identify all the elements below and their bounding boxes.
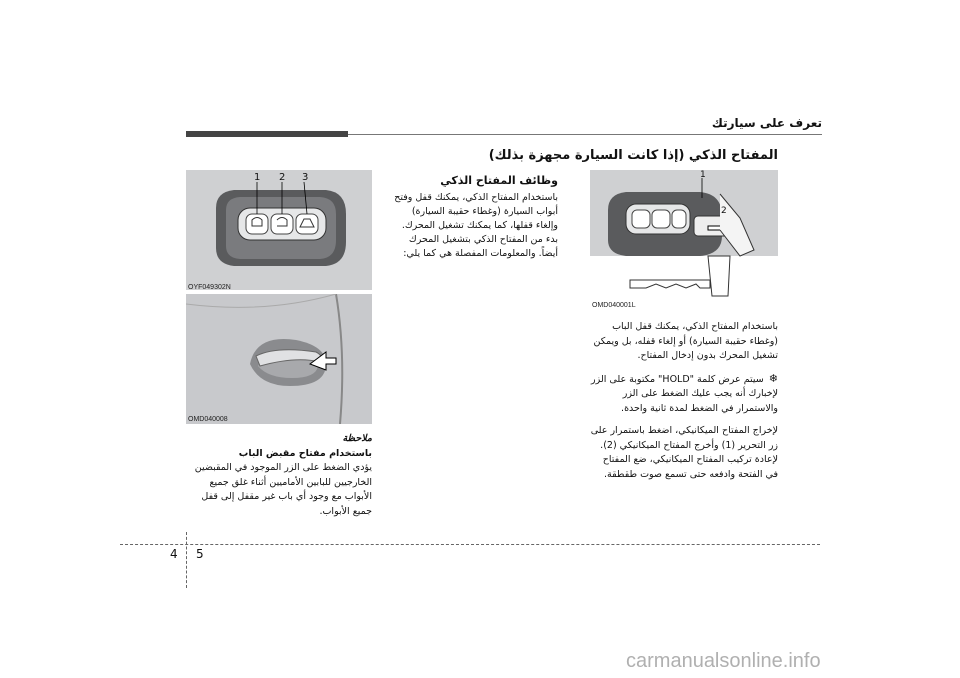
functions-body: باستخدام المفتاح الذكي، يمكنك قفل وفتح أبواب السيارة (وغطاء حقيبة السيارة) وإلغاء قفلها، كما يمكنك تشغيل المحرك. بدء من المفتاح الذكي بتشغيل المحرك أيضاً. والمعلومات المفصلة هي كما يلي: bbox=[394, 192, 558, 259]
watermark: carmanualsonline.info bbox=[626, 650, 821, 672]
mechanical-key-illustration bbox=[590, 170, 778, 300]
paragraph-intro: باستخدام المفتاح الذكي، يمكنك قفل الباب (وغطاء حقيبة السيارة) أو إلغاء قفله، بل ويمكن تشغيل المحرك بدون إدخال المفتاح. bbox=[593, 321, 778, 361]
running-header: تعرف على سيارتك bbox=[711, 116, 822, 130]
callout-3: 3 bbox=[302, 172, 309, 183]
right-column-text bbox=[590, 320, 778, 490]
note-box bbox=[186, 432, 372, 519]
note-heading: باستخدام مفتاح مقبض الباب bbox=[238, 447, 372, 459]
snowflake-icon: ❄ bbox=[768, 371, 778, 385]
door-handle-illustration bbox=[186, 294, 372, 424]
mechanical-key-figure bbox=[590, 170, 778, 300]
figure-code: OMD040001L bbox=[592, 302, 636, 309]
note-body: يؤدي الضغط على الزر الموجود في المقبضين الخارجيين للبابين الأماميين أثناء غلق جميع الأبواب مع وجود أي باب غير مقفل إلى قفل جميع الأبواب. bbox=[194, 462, 372, 517]
callout-2: 2 bbox=[279, 172, 286, 183]
header-rule bbox=[348, 134, 822, 135]
footer-divider bbox=[186, 532, 187, 588]
paragraph-hold-text: سيتم عرض كلمة "HOLD" مكتوبة على الزر لإخبارك أنه يجب عليك الضغط على الزر والاستمرار في الضغط لمدة ثانية واحدة. bbox=[591, 373, 778, 414]
callout-1: 1 bbox=[700, 170, 706, 180]
door-handle-figure bbox=[186, 294, 372, 424]
header-bar bbox=[186, 131, 348, 137]
callout-1: 1 bbox=[254, 172, 261, 183]
chapter-number: 4 bbox=[170, 547, 178, 561]
callout-2: 2 bbox=[721, 206, 727, 216]
figure-code: OYF049302N bbox=[188, 284, 231, 291]
figure-code: OMD040008 bbox=[188, 416, 228, 423]
functions-heading: وظائف المفتاح الذكي bbox=[440, 174, 558, 187]
section-title: المفتاح الذكي (إذا كانت السيارة مجهزة بذلك) bbox=[488, 148, 778, 163]
paragraph-hold bbox=[590, 372, 778, 417]
footer-rule bbox=[120, 544, 820, 545]
note-label: ملاحظة bbox=[342, 433, 372, 444]
smart-key-illustration bbox=[186, 170, 372, 290]
page-number: 5 bbox=[196, 547, 204, 561]
smart-key-figure bbox=[186, 170, 372, 290]
paragraph-mechanical-key: لإخراج المفتاح الميكانيكي، اضغط باستمرار على زر التحرير (1) وأخرج المفتاح الميكانيكي (2). لإعادة تركيب المفتاح الميكانيكي، ضع المفتاح في الفتحة وادفعه حتى تسمع صوت طقطقة. bbox=[590, 425, 778, 480]
